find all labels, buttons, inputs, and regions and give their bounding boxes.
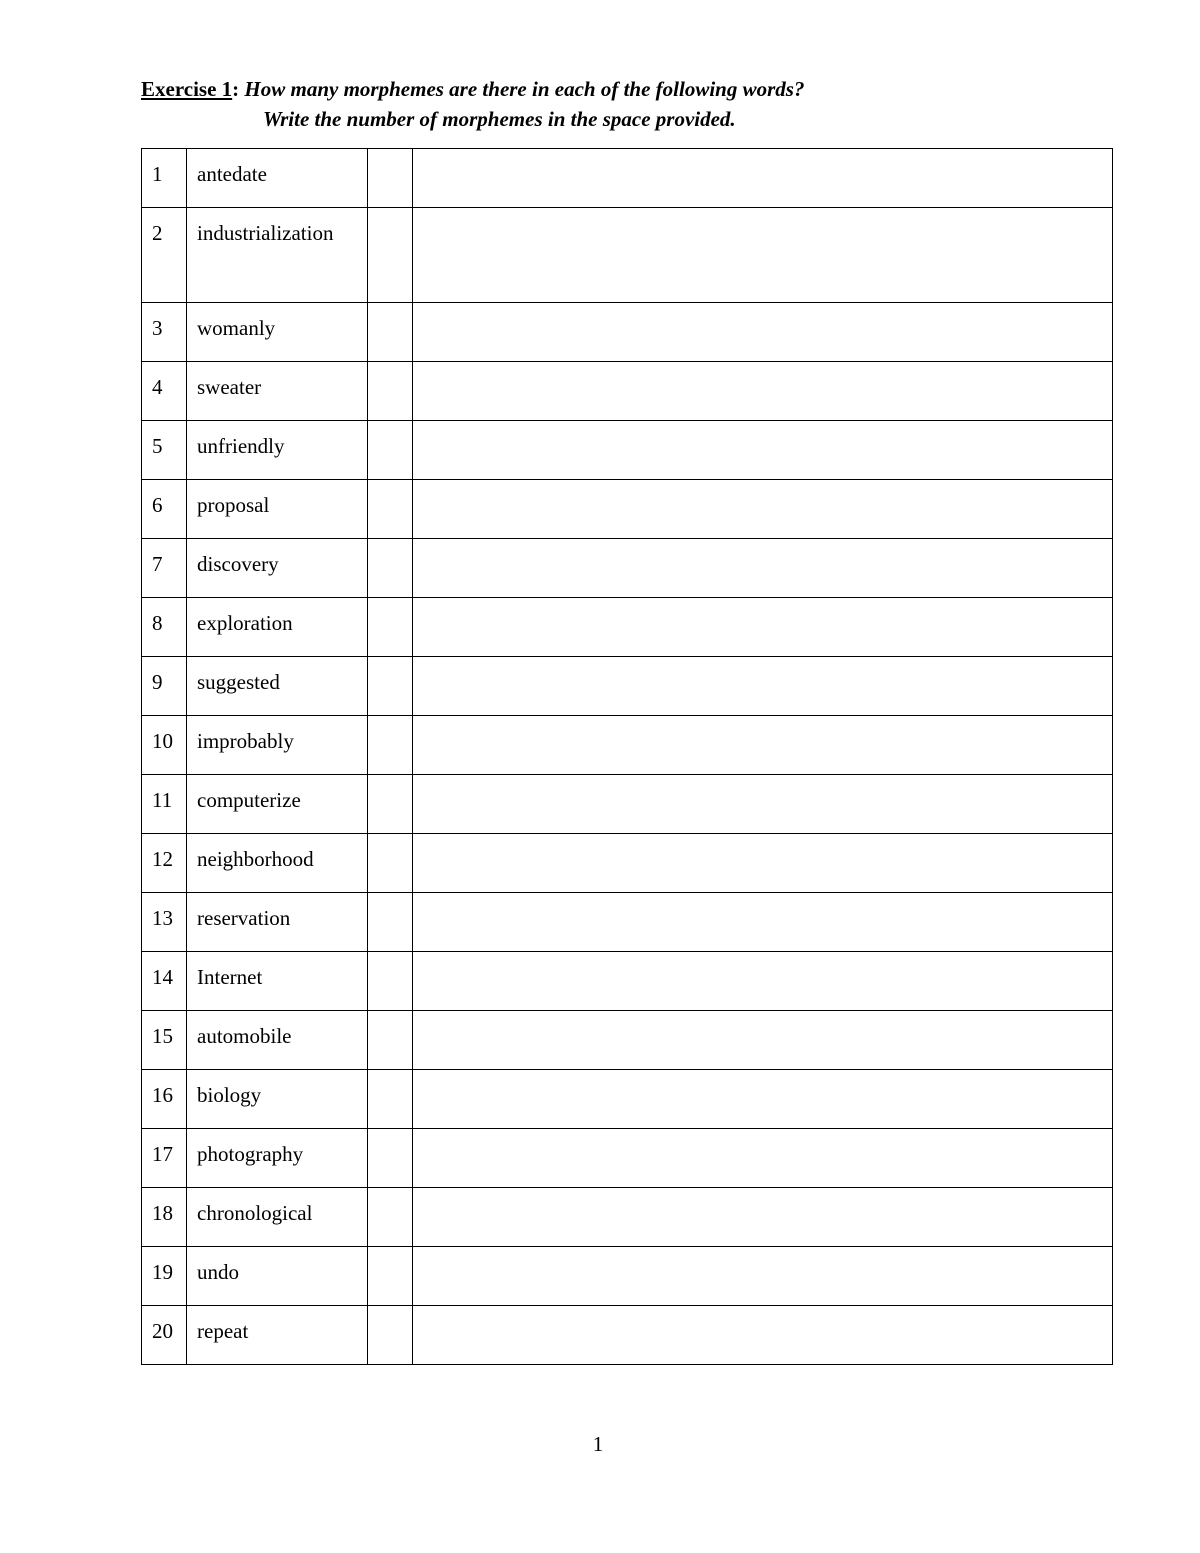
morpheme-table: [141, 148, 1113, 1365]
answer-count-cell[interactable]: [368, 362, 413, 421]
answer-count-cell[interactable]: [368, 1306, 413, 1365]
row-number-cell: [142, 893, 187, 952]
word: repeat: [197, 1319, 249, 1343]
table-row: [142, 1306, 1113, 1365]
row-number-cell: [142, 834, 187, 893]
word-cell: [187, 834, 368, 893]
answer-count-cell[interactable]: [368, 1188, 413, 1247]
exercise-colon: :: [232, 77, 240, 101]
word-cell: [187, 1247, 368, 1306]
word: chronological: [197, 1201, 313, 1225]
row-number: 7: [152, 552, 163, 576]
answer-notes-cell[interactable]: [413, 1247, 1113, 1306]
answer-count-cell[interactable]: [368, 834, 413, 893]
table-row: [142, 1129, 1113, 1188]
row-number: 2: [152, 221, 163, 245]
answer-notes-cell[interactable]: [413, 480, 1113, 539]
answer-count-cell[interactable]: [368, 149, 413, 208]
row-number: 9: [152, 670, 163, 694]
answer-notes-cell[interactable]: [413, 1011, 1113, 1070]
answer-notes-cell[interactable]: [413, 716, 1113, 775]
exercise-header: [141, 74, 805, 131]
row-number-cell: [142, 952, 187, 1011]
row-number-cell: [142, 1070, 187, 1129]
table-row: [142, 149, 1113, 208]
table-row: [142, 598, 1113, 657]
word: antedate: [197, 162, 267, 186]
word-cell: [187, 1070, 368, 1129]
word: reservation: [197, 906, 291, 930]
word: photography: [197, 1142, 304, 1166]
answer-count-cell[interactable]: [368, 421, 413, 480]
row-number-cell: [142, 1011, 187, 1070]
word-cell: [187, 303, 368, 362]
word: exploration: [197, 611, 293, 635]
answer-count-cell[interactable]: [368, 1247, 413, 1306]
answer-notes-cell[interactable]: [413, 303, 1113, 362]
answer-notes-cell[interactable]: [413, 539, 1113, 598]
answer-count-cell[interactable]: [368, 716, 413, 775]
word-cell: [187, 421, 368, 480]
table-row: [142, 480, 1113, 539]
exercise-question-line-2: Write the number of morphemes in the space provided.: [263, 107, 736, 131]
word-cell: [187, 539, 368, 598]
answer-notes-cell[interactable]: [413, 149, 1113, 208]
row-number: 19: [152, 1260, 173, 1284]
answer-count-cell[interactable]: [368, 952, 413, 1011]
row-number: 11: [152, 788, 173, 812]
row-number: 10: [152, 729, 173, 753]
word-cell: [187, 208, 368, 303]
word: computerize: [197, 788, 301, 812]
word-cell: [187, 1188, 368, 1247]
word: sweater: [197, 375, 262, 399]
answer-count-cell[interactable]: [368, 208, 413, 303]
word: womanly: [197, 316, 276, 340]
header-line-1: [141, 74, 804, 104]
answer-count-cell[interactable]: [368, 303, 413, 362]
word-cell: [187, 952, 368, 1011]
table-row: [142, 1247, 1113, 1306]
word: proposal: [197, 493, 270, 517]
row-number: 17: [152, 1142, 173, 1166]
table-row: [142, 1188, 1113, 1247]
word-cell: [187, 1011, 368, 1070]
table-row: [142, 952, 1113, 1011]
word: suggested: [197, 670, 280, 694]
answer-notes-cell[interactable]: [413, 1129, 1113, 1188]
row-number: 4: [152, 375, 163, 399]
row-number: 15: [152, 1024, 173, 1048]
table-row: [142, 775, 1113, 834]
answer-count-cell[interactable]: [368, 657, 413, 716]
word-cell: [187, 716, 368, 775]
answer-notes-cell[interactable]: [413, 893, 1113, 952]
word: biology: [197, 1083, 262, 1107]
word: improbably: [197, 729, 294, 753]
table-row: [142, 716, 1113, 775]
word-cell: [187, 1129, 368, 1188]
answer-count-cell[interactable]: [368, 480, 413, 539]
row-number-cell: [142, 598, 187, 657]
row-number-cell: [142, 1129, 187, 1188]
row-number-cell: [142, 1247, 187, 1306]
word: undo: [197, 1260, 239, 1284]
answer-notes-cell[interactable]: [413, 657, 1113, 716]
row-number-cell: [142, 1306, 187, 1365]
answer-notes-cell[interactable]: [413, 362, 1113, 421]
table-row: [142, 208, 1113, 303]
row-number: 18: [152, 1201, 173, 1225]
row-number: 6: [152, 493, 163, 517]
word-cell: [187, 657, 368, 716]
row-number-cell: [142, 362, 187, 421]
row-number-cell: [142, 716, 187, 775]
exercise-label: Exercise 1: [141, 77, 233, 101]
row-number: 1: [152, 162, 163, 186]
word: industrialization: [197, 221, 334, 245]
row-number-cell: [142, 480, 187, 539]
word: Internet: [197, 965, 263, 989]
answer-notes-cell[interactable]: [413, 208, 1113, 303]
row-number-cell: [142, 775, 187, 834]
row-number-cell: [142, 657, 187, 716]
answer-notes-cell[interactable]: [413, 1188, 1113, 1247]
page-number: 1: [592, 1432, 604, 1456]
row-number: 13: [152, 906, 173, 930]
answer-notes-cell[interactable]: [413, 775, 1113, 834]
row-number: 12: [152, 847, 173, 871]
table-row: [142, 1070, 1113, 1129]
word-cell: [187, 149, 368, 208]
word: discovery: [197, 552, 279, 576]
row-number-cell: [142, 303, 187, 362]
row-number: 20: [152, 1319, 173, 1343]
word-cell: [187, 775, 368, 834]
word: automobile: [197, 1024, 292, 1048]
row-number: 3: [152, 316, 163, 340]
row-number-cell: [142, 149, 187, 208]
table-row: [142, 657, 1113, 716]
word-cell: [187, 1306, 368, 1365]
table-row: [142, 303, 1113, 362]
row-number-cell: [142, 1188, 187, 1247]
answer-notes-cell[interactable]: [413, 598, 1113, 657]
row-number-cell: [142, 208, 187, 303]
answer-notes-cell[interactable]: [413, 834, 1113, 893]
row-number: 14: [152, 965, 173, 989]
answer-count-cell[interactable]: [368, 775, 413, 834]
row-number: 5: [152, 434, 163, 458]
answer-notes-cell[interactable]: [413, 952, 1113, 1011]
word-cell: [187, 362, 368, 421]
answer-count-cell[interactable]: [368, 1129, 413, 1188]
word: neighborhood: [197, 847, 314, 871]
answer-count-cell[interactable]: [368, 893, 413, 952]
row-number: 16: [152, 1083, 173, 1107]
answer-count-cell[interactable]: [368, 598, 413, 657]
answer-notes-cell[interactable]: [413, 421, 1113, 480]
row-number: 8: [152, 611, 163, 635]
table-row: [142, 539, 1113, 598]
answer-count-cell[interactable]: [368, 1011, 413, 1070]
word-cell: [187, 480, 368, 539]
row-number-cell: [142, 421, 187, 480]
word-cell: [187, 598, 368, 657]
answer-count-cell[interactable]: [368, 539, 413, 598]
table-row: [142, 893, 1113, 952]
table-row: [142, 1011, 1113, 1070]
word: unfriendly: [197, 434, 285, 458]
answer-notes-cell[interactable]: [413, 1306, 1113, 1365]
table-row: [142, 834, 1113, 893]
answer-count-cell[interactable]: [368, 1070, 413, 1129]
row-number-cell: [142, 539, 187, 598]
table-row: [142, 362, 1113, 421]
table-row: [142, 421, 1113, 480]
word-cell: [187, 893, 368, 952]
exercise-question-line-1: How many morphemes are there in each of the following words?: [244, 77, 805, 101]
answer-notes-cell[interactable]: [413, 1070, 1113, 1129]
